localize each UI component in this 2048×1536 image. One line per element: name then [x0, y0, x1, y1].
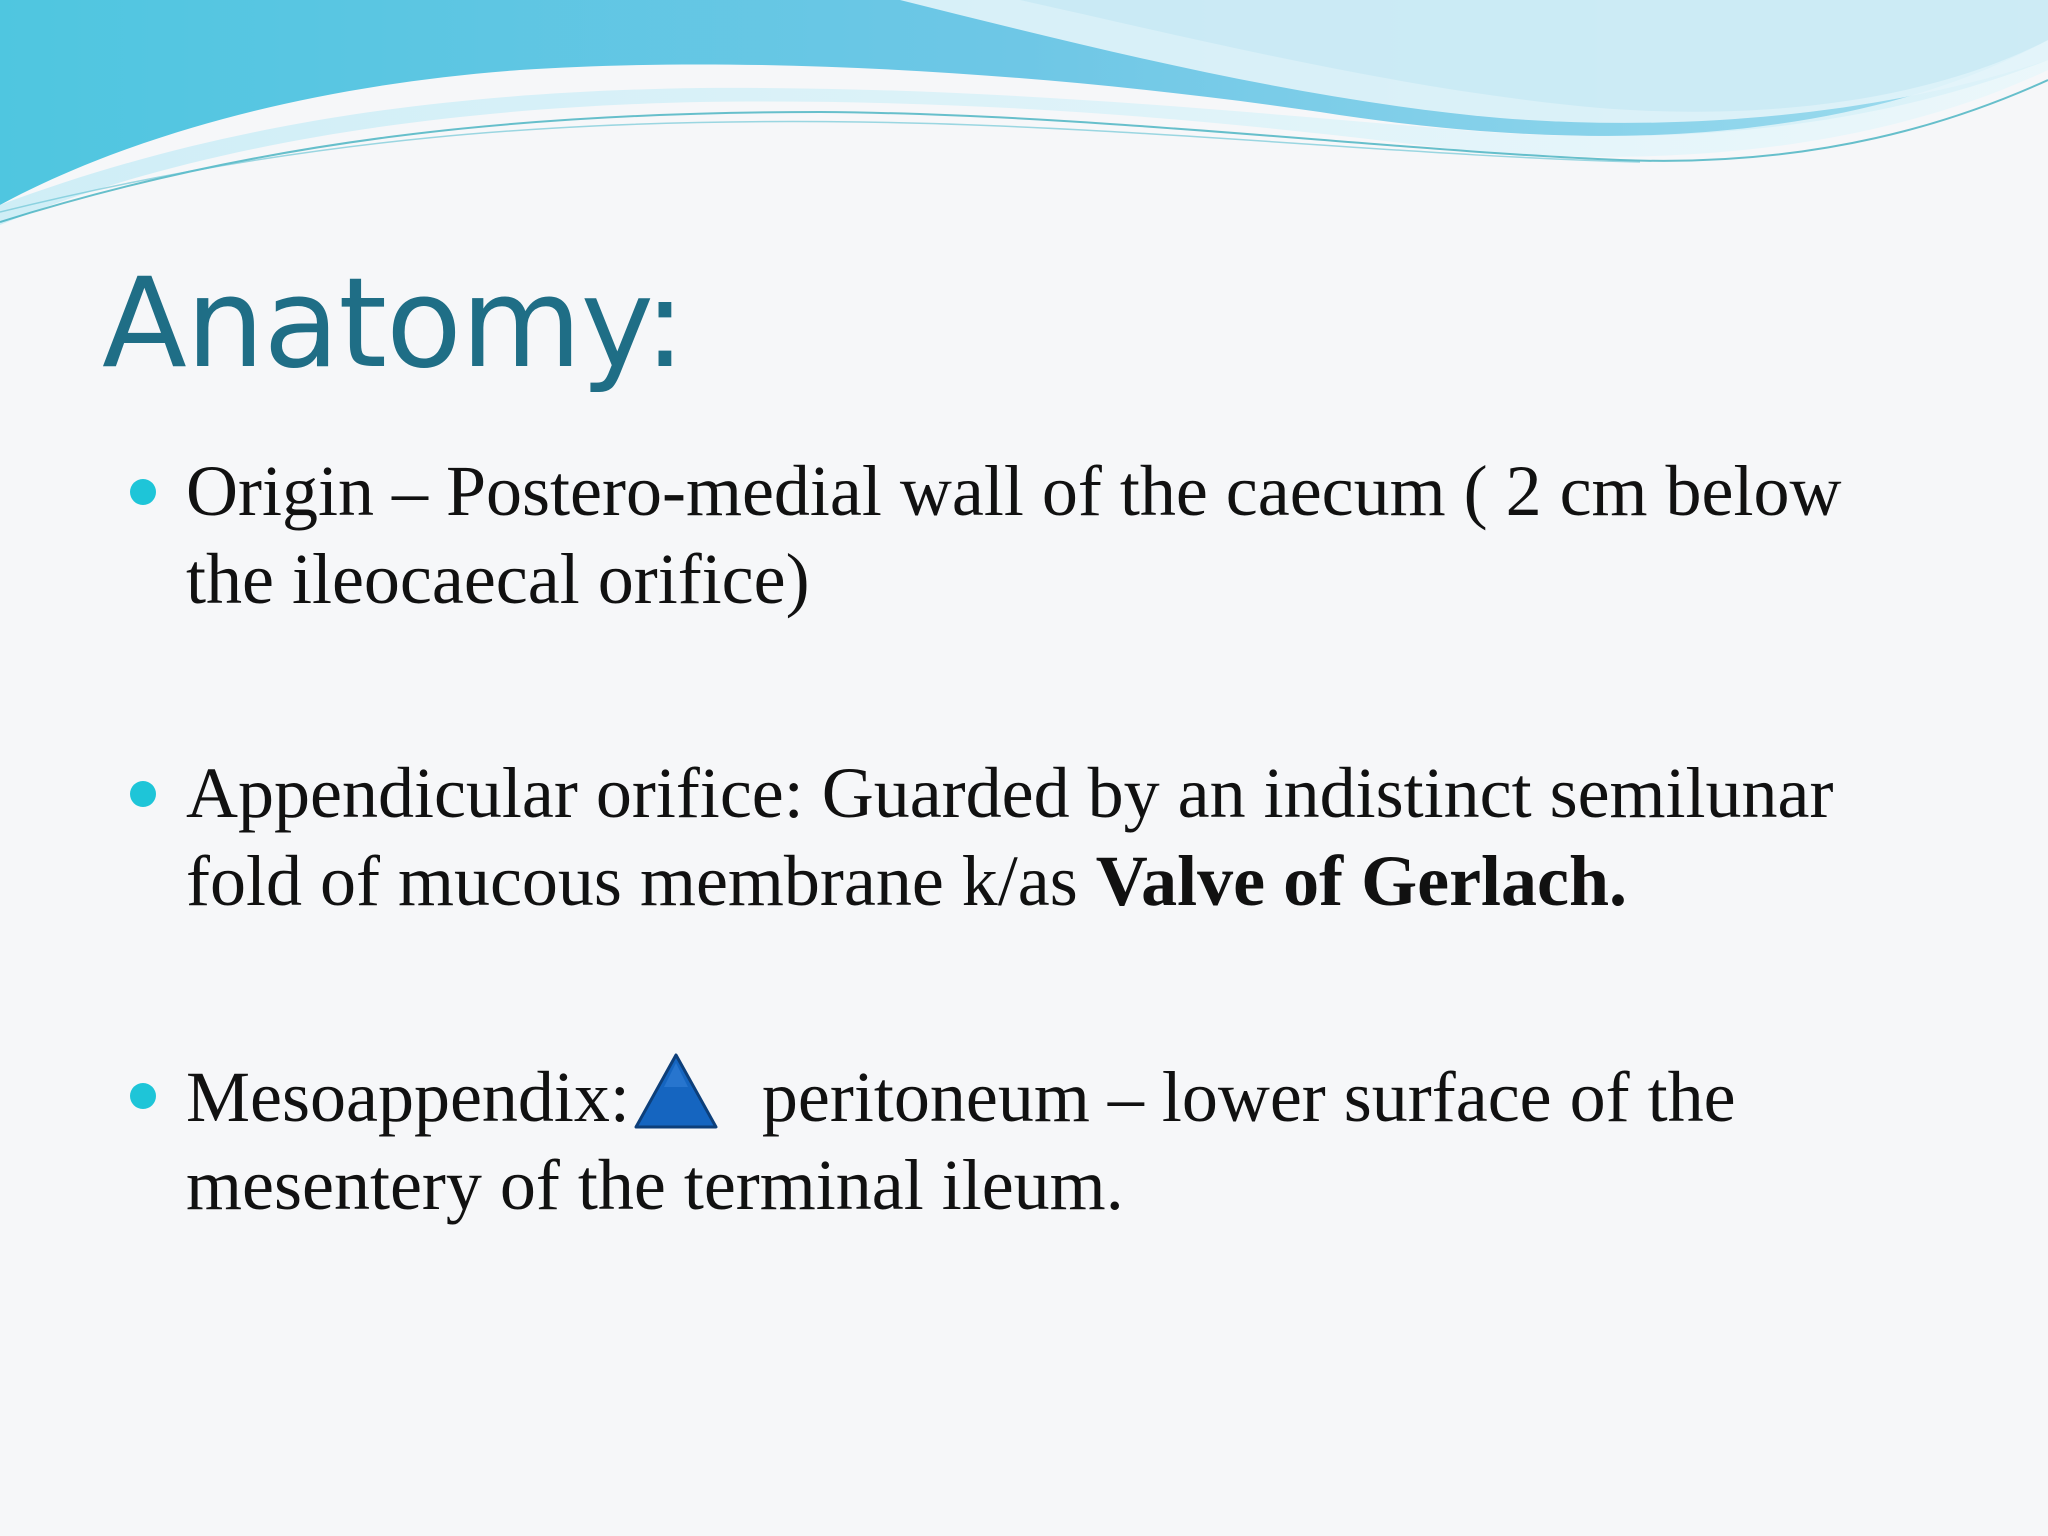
- bullet-text-appendicular-orifice: Appendicular orifice: Guarded by an indistinct semilunar fold of mucous membrane k/as: [186, 753, 1834, 921]
- bullet-text-mesoappendix-description: peritoneum – lower surface of the mesentery of the terminal ileum.: [186, 1057, 1736, 1225]
- bullet-text-origin: Origin – Postero-medial wall of the caecum ( 2 cm below the ileocaecal orifice): [186, 451, 1842, 619]
- bullet-dot-icon: [130, 781, 156, 807]
- bullet-mesoappendix: [128, 1051, 1908, 1229]
- triangle-icon: [630, 1051, 722, 1131]
- bullet-dot-icon: [130, 1083, 156, 1109]
- bullet-list: [128, 447, 1908, 1229]
- header-wave-decoration: [0, 0, 2048, 240]
- bullet-dot-icon: [130, 479, 156, 505]
- bullet-origin: [128, 447, 1908, 623]
- bullet-text-mesoappendix-label: Mesoappendix:: [186, 1057, 630, 1137]
- slide-title: Anatomy:: [102, 252, 685, 396]
- bullet-appendicular-orifice: [128, 749, 1908, 925]
- valve-of-gerlach-term: Valve of Gerlach.: [1095, 841, 1628, 921]
